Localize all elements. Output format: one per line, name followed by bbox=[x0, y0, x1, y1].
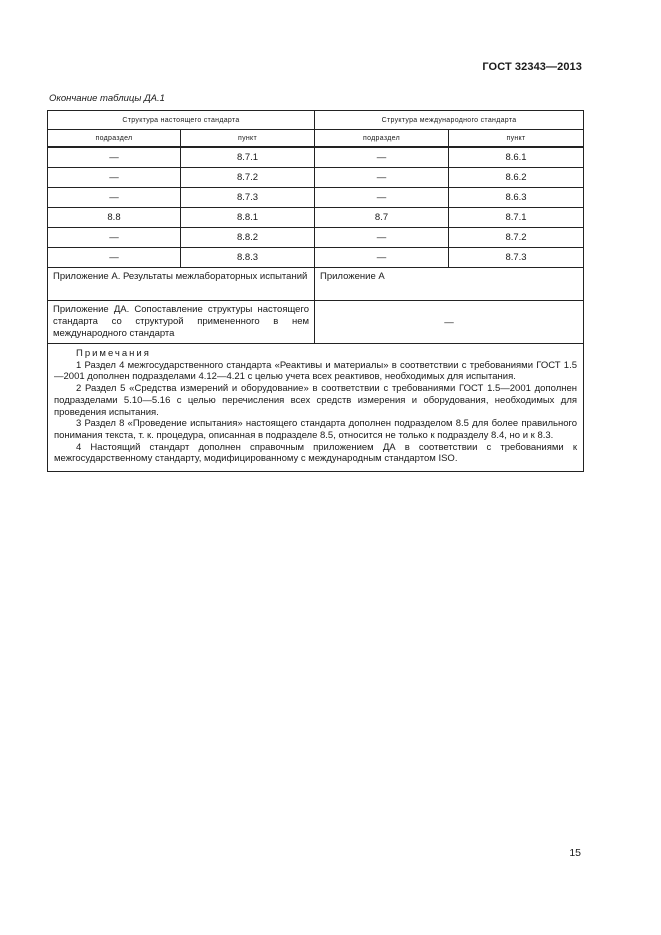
document-code: ГОСТ 32343—2013 bbox=[482, 61, 582, 73]
table-row bbox=[48, 168, 584, 188]
table-cell: — bbox=[315, 168, 449, 188]
table-cell: 8.8.2 bbox=[181, 228, 315, 248]
appendix-left-cell: Приложение ДА. Сопоставление структуры настоящего стандарта со структурой примененного в нем международного стандарта bbox=[48, 301, 315, 344]
table-cell: — bbox=[48, 228, 181, 248]
page-number: 15 bbox=[569, 847, 581, 859]
table-cell: — bbox=[48, 188, 181, 208]
table-cell: — bbox=[315, 147, 449, 168]
table-cell: 8.8.1 bbox=[181, 208, 315, 228]
sub-header: пункт bbox=[449, 130, 584, 148]
table-cell: 8.7.2 bbox=[181, 168, 315, 188]
table-row bbox=[48, 248, 584, 268]
notes-title: Примечания bbox=[76, 348, 151, 359]
table-cell: — bbox=[315, 228, 449, 248]
table-caption: Окончание таблицы ДА.1 bbox=[49, 93, 165, 104]
table-row bbox=[48, 188, 584, 208]
sub-header: подраздел bbox=[48, 130, 181, 148]
table-cell: — bbox=[48, 248, 181, 268]
appendix-left-cell: Приложение А. Результаты межлабораторных испытаний bbox=[48, 268, 315, 301]
table-cell: 8.7.2 bbox=[449, 228, 584, 248]
note-item: 3 Раздел 8 «Проведение испытания» настоящего стандарта дополнен подразделом 8.5 для более правильного понимания текста, т. к. процедура, описанная в подразделе 8.5, относится не только к подразделу 8.4, но и к 8.3. bbox=[54, 418, 578, 441]
table-cell: — bbox=[48, 168, 181, 188]
table-cell: 8.7.1 bbox=[449, 208, 584, 228]
sub-header: пункт bbox=[181, 130, 315, 148]
table-row bbox=[48, 228, 584, 248]
appendix-row bbox=[48, 301, 584, 344]
table-cell: — bbox=[315, 248, 449, 268]
table-cell: — bbox=[48, 147, 181, 168]
table-cell: 8.7 bbox=[315, 208, 449, 228]
table-row bbox=[48, 208, 584, 228]
table-group-header-row bbox=[48, 111, 584, 130]
table-cell: — bbox=[315, 188, 449, 208]
table-sub-header-row bbox=[48, 130, 584, 148]
notes-cell bbox=[48, 344, 584, 472]
note-item: 2 Раздел 5 «Средства измерений и оборудование» в соответствии с требованиями ГОСТ 1.5—2001 дополнен подразделами 5.10—5.16 с целью перечисления всех средств измерения и оборудования, необходимых для проведения испытания. bbox=[54, 383, 578, 418]
appendix-right-cell: — bbox=[315, 301, 584, 344]
table-cell: 8.6.3 bbox=[449, 188, 584, 208]
table-row bbox=[48, 147, 584, 168]
table-cell: 8.6.2 bbox=[449, 168, 584, 188]
table-cell: 8.7.3 bbox=[449, 248, 584, 268]
group-header-international: Структура международного стандарта bbox=[315, 111, 584, 130]
table-cell: 8.8.3 bbox=[181, 248, 315, 268]
note-item: 1 Раздел 4 межгосударственного стандарта «Реактивы и материалы» в соответствии с требованиями ГОСТ 1.5—2001 дополнен подразделами 4.12—4.21 с целью учета всех реактивов, необходимых для испытания. bbox=[54, 359, 578, 383]
table-cell: 8.7.1 bbox=[181, 147, 315, 168]
table-cell: 8.8 bbox=[48, 208, 181, 228]
notes-row bbox=[48, 344, 584, 472]
appendix-right-cell: Приложение А bbox=[315, 268, 584, 301]
note-item: 4 Настоящий стандарт дополнен справочным приложением ДА в соответствии с требованиями к межгосударственному стандарту, модифицированному с международным стандартом ISO. bbox=[54, 441, 578, 465]
comparison-table bbox=[47, 110, 583, 472]
appendix-row bbox=[48, 268, 584, 301]
sub-header: подраздел bbox=[315, 130, 449, 148]
table-cell: 8.6.1 bbox=[449, 147, 584, 168]
table-cell: 8.7.3 bbox=[181, 188, 315, 208]
group-header-national: Структура настоящего стандарта bbox=[48, 111, 315, 130]
